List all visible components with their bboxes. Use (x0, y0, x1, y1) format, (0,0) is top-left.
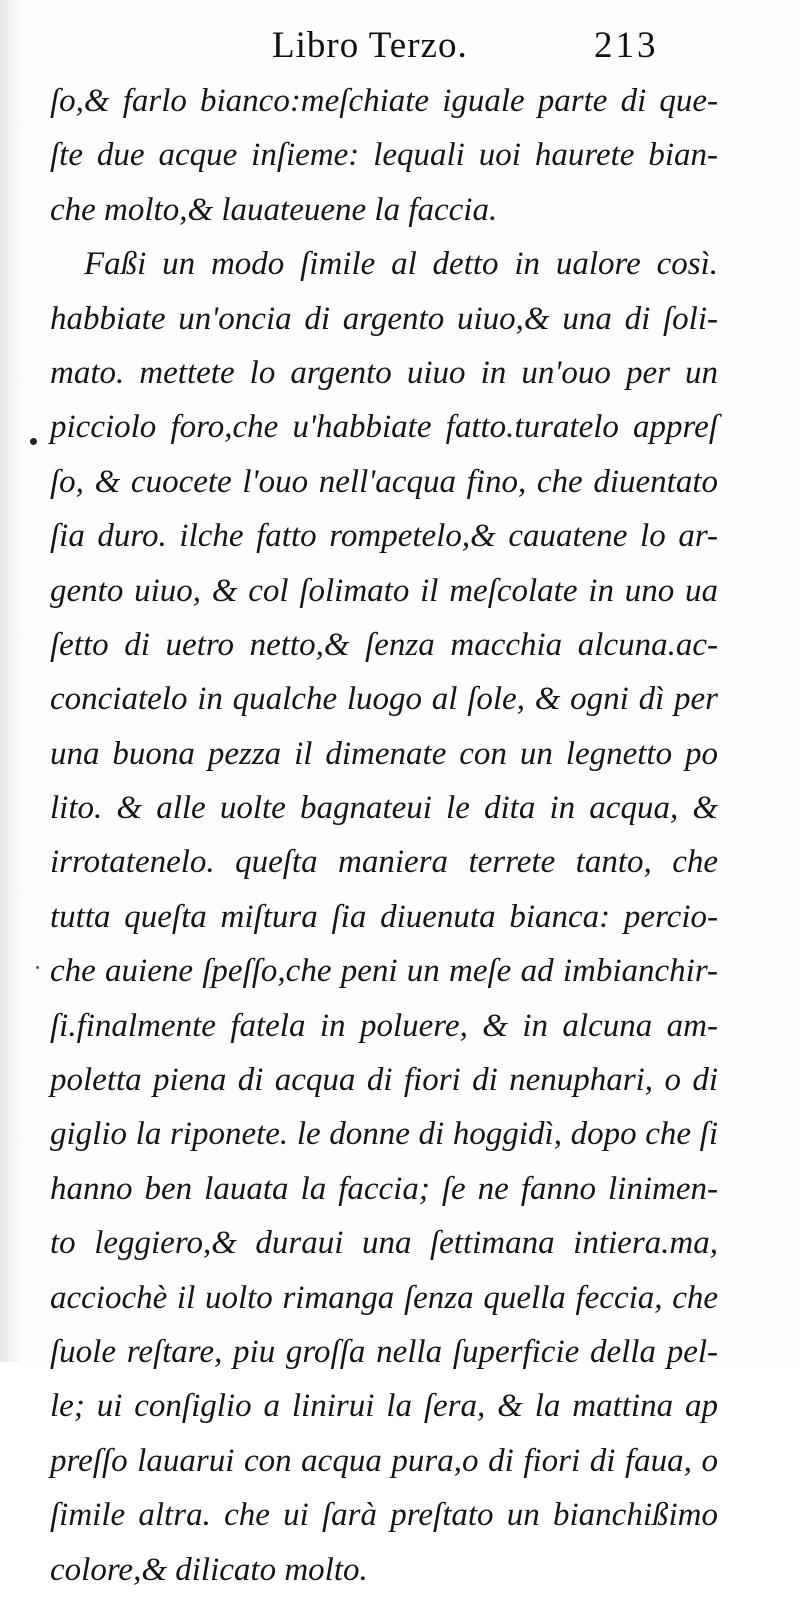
page-number: 213 (594, 25, 659, 66)
text-line: che molto,& lauateuene la faccia. (50, 191, 498, 228)
text-line: gento uiuo, & col ſolimato il meſcolate in uno ua (50, 572, 718, 609)
text-line: to leggiero,& duraui una ſettimana intiera.ma, (50, 1225, 718, 1262)
text-line: acciochè il uolto rimanga ſenza quella feccia, che (50, 1279, 718, 1316)
text-line: ſetto di uetro netto,& ſenza macchia alcuna.ac- (50, 626, 718, 663)
text-line: Faßi un modo ſimile al detto in ualore così. (84, 246, 718, 283)
text-line: ſi.finalmente fatela in poluere, & in alcuna am- (50, 1007, 718, 1044)
text-line: mato. mettete lo argento uiuo in un'ouo per un (50, 354, 718, 391)
text-line: habbiate un'oncia di argento uiuo,& una di ſoli- (50, 300, 718, 337)
text-line: colore,& dilicato molto. (50, 1551, 368, 1588)
text-line: ſuole reſtare, piu groſſa nella ſuperficie della pel- (50, 1333, 718, 1370)
margin-mark (30, 438, 37, 445)
text-line: picciolo foro,che u'habbiate fatto.turatelo appreſ (50, 409, 718, 446)
text-line: una buona pezza il dimenate con un legnetto po (50, 735, 718, 772)
text-line: preſſo lauarui con acqua pura,o di fiori di faua, o (50, 1442, 718, 1479)
margin-speck (36, 966, 39, 969)
text-line: lito. & alle uolte bagnateui le dita in acqua, & (50, 790, 718, 827)
text-line: conciatelo in qualche luogo al ſole, & ogni dì per (50, 681, 718, 718)
text-line: giglio la riponete. le donne di hoggidì, dopo che ſi (50, 1116, 718, 1153)
page-header (272, 24, 712, 72)
text-line: hanno ben lauata la faccia; ſe ne fanno linimen- (50, 1170, 718, 1207)
running-head: Libro Terzo. (272, 25, 468, 66)
text-line: ſimile altra. che ui ſarà preſtato un bianchißimo (50, 1497, 718, 1534)
body-text (50, 74, 718, 1597)
text-line: ſo,& farlo bianco:meſchiate iguale parte di que- (50, 83, 718, 119)
page-gutter-shadow (0, 0, 22, 1362)
text-line: irrotatenelo. queſta maniera terrete tanto, che (50, 844, 718, 881)
text-line: ſte due acque inſieme: lequali uoi haurete bian- (50, 137, 718, 174)
text-line: poletta piena di acqua di fiori di nenuphari, o di (50, 1062, 718, 1099)
text-line: le; ui conſiglio a linirui la ſera, & la mattina ap (50, 1388, 718, 1425)
text-line: che auiene ſpeſſo,che peni un meſe ad imbianchir- (50, 953, 718, 990)
text-line: tutta queſta miſtura ſia diuenuta bianca: percio- (50, 898, 718, 935)
text-line: ſo, & cuocete l'ouo nell'acqua fino, che diuentato (50, 463, 718, 500)
text-line: ſia duro. ilche fatto rompetelo,& cauatene lo ar- (50, 518, 718, 555)
